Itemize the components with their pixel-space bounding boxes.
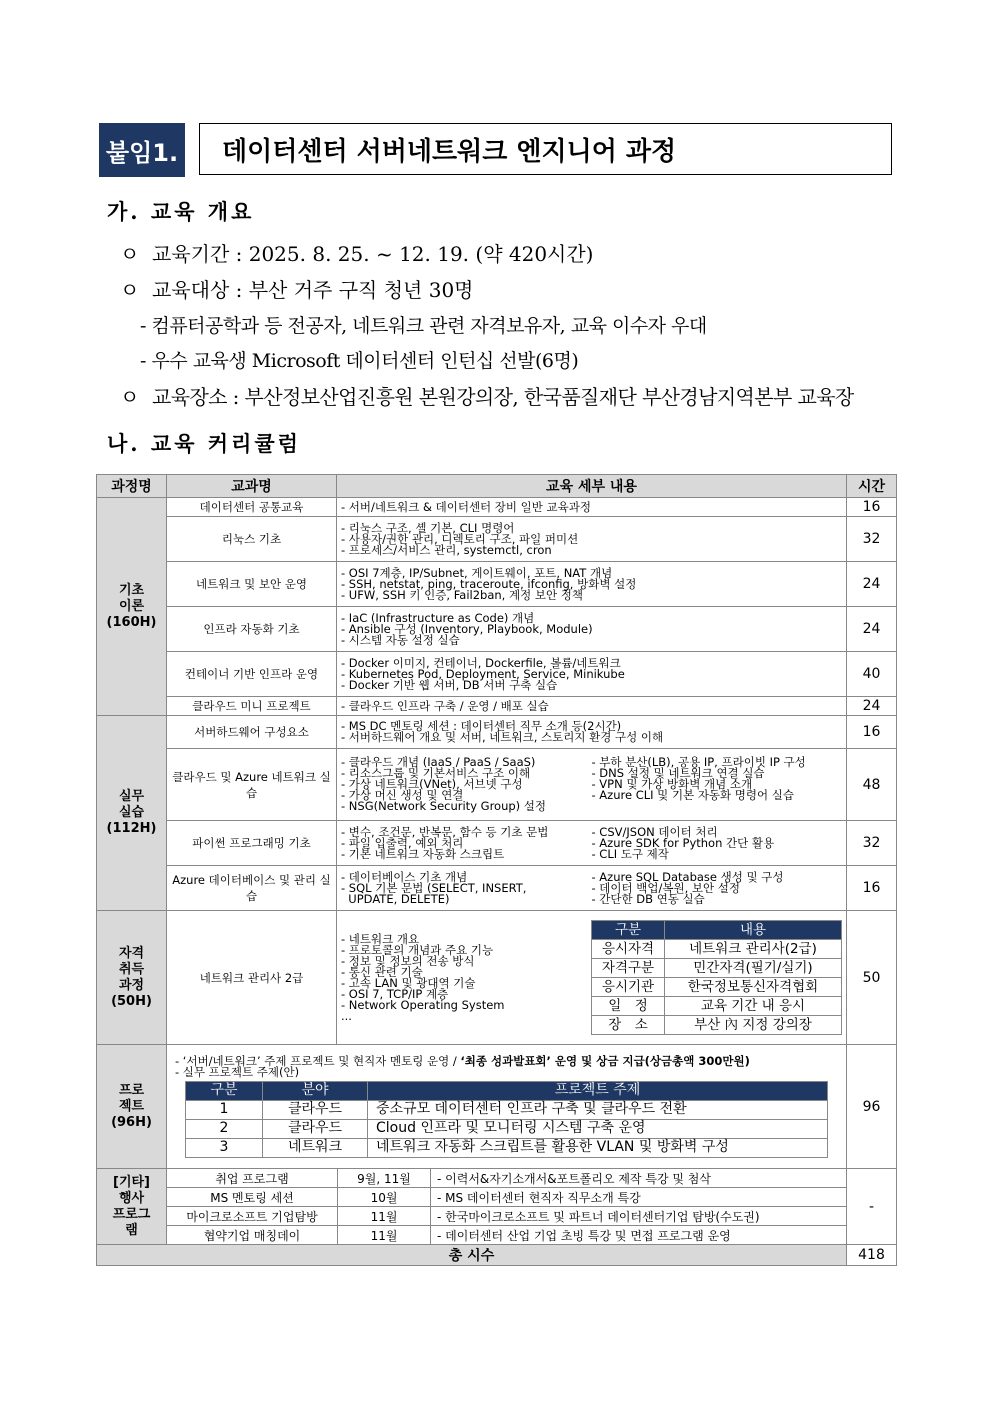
total-label: 총 시수	[97, 1245, 847, 1266]
detail-cell: - Docker 이미지, 컨테이너, Dockerfile, 볼륨/네트워크 - Kubernetes Pod, Deployment, Service, Minikube - Docker 기반 웹 서버, DB 서버 구축 실습	[337, 652, 847, 697]
events-cell	[167, 1169, 847, 1245]
subject-cell: 서버하드웨어 구성요소	[167, 716, 337, 749]
col-header: 교과명	[167, 475, 337, 498]
col-header: 과정명	[97, 475, 167, 498]
subject-cell: 리눅스 기초	[167, 517, 337, 562]
event-row: MS 멘토링 세션 10월 - MS 데이터센터 현직자 직무소개 특강	[167, 1188, 846, 1207]
category-cell: 기초 이론 (160H)	[97, 498, 167, 716]
category-cell: 프로 젝트 (96H)	[97, 1045, 167, 1169]
table-row	[97, 562, 897, 607]
subject-cell: 파이썬 프로그래밍 기초	[167, 821, 337, 866]
detail-cell: - 네트워크 개요 - 프로토콜의 개념과 주요 기능 - 정보 및 정보의 전송 방식 - 통신 관련 기술 - 고속 LAN 및 광대역 기술 - OSI 7, TCP/IP 계층 - Network Operating System ... 구분 내용 응시자격 네트워크 관리사(2급) 자격구분 민간자격(필기/실기) 응시기관 한국정보통신자격협회 일 정 교육 기간 내 응시 장 소 부산 內 지정 강의장	[337, 911, 847, 1045]
overview-target-sub2: - 우수 교육생 Microsoft 데이터센터 인턴십 선발(6명)	[140, 350, 579, 372]
detail-cell: - OSI 7계층, IP/Subnet, 게이트웨이, 포트, NAT 개념 - SSH, netstat, ping, traceroute, ifconfig, 방화벽 설정 - UFW, SSH 키 인증, Fail2ban, 계정 보안 정책	[337, 562, 847, 607]
hours-cell: 24	[847, 562, 897, 607]
hours-cell: 16	[847, 716, 897, 749]
detail-cell: - IaC (Infrastructure as Code) 개념 - Ansible 구성 (Inventory, Playbook, Module) - 시스템 자동 설정 실습	[337, 607, 847, 652]
table-row	[97, 1045, 897, 1169]
hours-cell: 96	[847, 1045, 897, 1169]
subject-cell: 클라우드 미니 프로젝트	[167, 697, 337, 716]
attachment-badge: 붙임1.	[99, 123, 185, 177]
subject-cell: 데이터센터 공통교육	[167, 498, 337, 517]
detail-cell: - 리눅스 구조, 셸 기본, CLI 명령어 - 사용자/권한 관리, 디렉토리 구조, 파일 퍼미션 - 프로세스/서비스 관리, systemctl, cron	[337, 517, 847, 562]
subject-cell: 네트워크 및 보안 운영	[167, 562, 337, 607]
project-topic-row: 3 네트워크 네트워크 자동화 스크립트를 활용한 VLAN 및 방화벽 구성	[186, 1138, 828, 1157]
page-title: 데이터센터 서버네트워크 엔지니어 과정	[199, 123, 892, 175]
table-row	[97, 697, 897, 716]
subject-cell: 네트워크 관리사 2급	[167, 911, 337, 1045]
detail-cell: - 변수, 조건문, 반복문, 함수 등 기초 문법 - 파일 입출력, 예외 처리 - 기본 네트워크 자동화 스크립트 - CSV/JSON 데이터 처리 - Azure SDK for Python 간단 활용 - CLI 도구 제작	[337, 821, 847, 866]
table-row	[97, 866, 897, 911]
subject-cell: 컨테이너 기반 인프라 운영	[167, 652, 337, 697]
license-info-row: 일 정 교육 기간 내 응시	[592, 997, 842, 1016]
circle-bullet-icon: ㅇ	[120, 385, 139, 409]
overview-period: ㅇ 교육기간 : 2025. 8. 25. ~ 12. 19. (약 420시간)	[120, 238, 594, 267]
table-row	[97, 911, 897, 1045]
col-header: 교육 세부 내용	[337, 475, 847, 498]
overview-location: ㅇ 교육장소 : 부산정보산업진흥원 본원강의장, 한국품질재단 부산경남지역본부 교육장	[120, 381, 854, 410]
detail-cell: - MS DC 멘토링 세션 : 데이터센터 직무 소개 등(2시간) - 서버하드웨어 개요 및 서버, 네트워크, 스토리지 환경 구성 이해	[337, 716, 847, 749]
hours-cell: -	[847, 1169, 897, 1245]
total-row	[97, 1245, 897, 1266]
table-row	[97, 749, 897, 821]
project-topics-header: 구분 분야 프로젝트 주제	[186, 1081, 828, 1100]
project-topic-row: 1 클라우드 중소규모 데이터센터 인프라 구축 및 클라우드 전환	[186, 1100, 828, 1119]
hours-cell: 16	[847, 866, 897, 911]
section-heading-curriculum: 나. 교육 커리큘럼	[107, 431, 301, 456]
table-row	[97, 517, 897, 562]
table-row	[97, 1169, 897, 1245]
subject-cell: Azure 데이터베이스 및 관리 실습	[167, 866, 337, 911]
license-info-row: 응시기관 한국정보통신자격협회	[592, 978, 842, 997]
hours-cell: 32	[847, 517, 897, 562]
license-info-row: 응시자격 네트워크 관리사(2급)	[592, 940, 842, 959]
subject-cell: 클라우드 및 Azure 네트워크 실습	[167, 749, 337, 821]
detail-cell: - 클라우드 인프라 구축 / 운영 / 배포 실습	[337, 697, 847, 716]
license-info-header: 구분 내용	[592, 921, 842, 940]
event-row: 협약기업 매칭데이 11월 - 데이터센터 산업 기업 초빙 특강 및 면접 프로그램 운영	[167, 1226, 846, 1245]
table-row	[97, 607, 897, 652]
project-topic-row: 2 클라우드 Cloud 인프라 및 모니터링 시스템 구축 운영	[186, 1119, 828, 1138]
hours-cell: 24	[847, 697, 897, 716]
table-row	[97, 498, 897, 517]
hours-cell: 40	[847, 652, 897, 697]
category-cell: [기타] 행사 프로그 램	[97, 1169, 167, 1245]
hours-cell: 50	[847, 911, 897, 1045]
curriculum-table	[96, 474, 897, 1266]
license-info-row: 자격구분 민간자격(필기/실기)	[592, 959, 842, 978]
hours-cell: 48	[847, 749, 897, 821]
table-row	[97, 821, 897, 866]
circle-bullet-icon: ㅇ	[120, 278, 140, 302]
overview-target-sub1: - 컴퓨터공학과 등 전공자, 네트워크 관련 자격보유자, 교육 이수자 우대	[140, 315, 707, 337]
category-cell: 실무 실습 (112H)	[97, 716, 167, 911]
license-info-table	[591, 920, 842, 1035]
hours-cell: 32	[847, 821, 897, 866]
event-row: 취업 프로그램 9월, 11월 - 이력서&자기소개서&포트폴리오 제작 특강 및 첨삭	[167, 1169, 846, 1188]
event-row: 마이크로소프트 기업탐방 11월 - 한국마이크로소프트 및 파트너 데이터센터기업 탐방(수도권)	[167, 1207, 846, 1226]
section-heading-overview: 가. 교육 개요	[107, 199, 255, 224]
circle-bullet-icon: ㅇ	[120, 242, 140, 266]
project-detail-cell: - ‘서버/네트워크’ 주제 프로젝트 및 현직자 멘토링 운영 / ‘최종 성과발표회’ 운영 및 상금 지급(상금총액 300만원) - 실무 프로젝트 주제(안) 구분 분야 프로젝트 주제 1 클라우드 중소규모 데이터센터 인프라 구축 및 클라우드 전환 2 클라우드 Cloud 인프라 및 모니터링 시스템 구축 운영 3 네트워크 네트워크 자동화 스크립트를 활용한 VLAN 및 방화벽 구성	[167, 1045, 847, 1169]
project-topics-table	[185, 1081, 828, 1158]
detail-cell: - 클라우드 개념 (IaaS / PaaS / SaaS) - 리소스그룹 및 기본서비스 구조 이해 - 가상 네트워크(VNet), 서브넷 구성 - 가상 머신 생성 및 연결 - NSG(Network Security Group) 설정 - 부하 분산(LB), 공용 IP, 프라이빗 IP 구성 - DNS 설정 및 네트워크 연결 실습 - VPN 및 가상 방화벽 개념 소개 - Azure CLI 및 기본 자동화 명령어 실습	[337, 749, 847, 821]
hours-cell: 16	[847, 498, 897, 517]
table-row	[97, 652, 897, 697]
attachment-header	[99, 123, 894, 177]
license-info-row: 장 소 부산 內 지정 강의장	[592, 1016, 842, 1035]
category-cell: 자격 취득 과정 (50H)	[97, 911, 167, 1045]
detail-cell: - 데이터베이스 기초 개념 - SQL 기본 문법 (SELECT, INSERT, UPDATE, DELETE) - Azure SQL Database 생성 및 구성 - 데이터 백업/복원, 보안 설정 - 간단한 DB 연동 실습	[337, 866, 847, 911]
events-table	[167, 1169, 846, 1244]
subject-cell: 인프라 자동화 기초	[167, 607, 337, 652]
detail-cell: - 서버/네트워크 & 데이터센터 장비 일반 교육과정	[337, 498, 847, 517]
col-header: 시간	[847, 475, 897, 498]
hours-cell: 24	[847, 607, 897, 652]
table-row	[97, 716, 897, 749]
total-hours: 418	[847, 1245, 897, 1266]
table-header-row	[97, 475, 897, 498]
overview-target: ㅇ 교육대상 : 부산 거주 구직 청년 30명	[120, 274, 474, 303]
